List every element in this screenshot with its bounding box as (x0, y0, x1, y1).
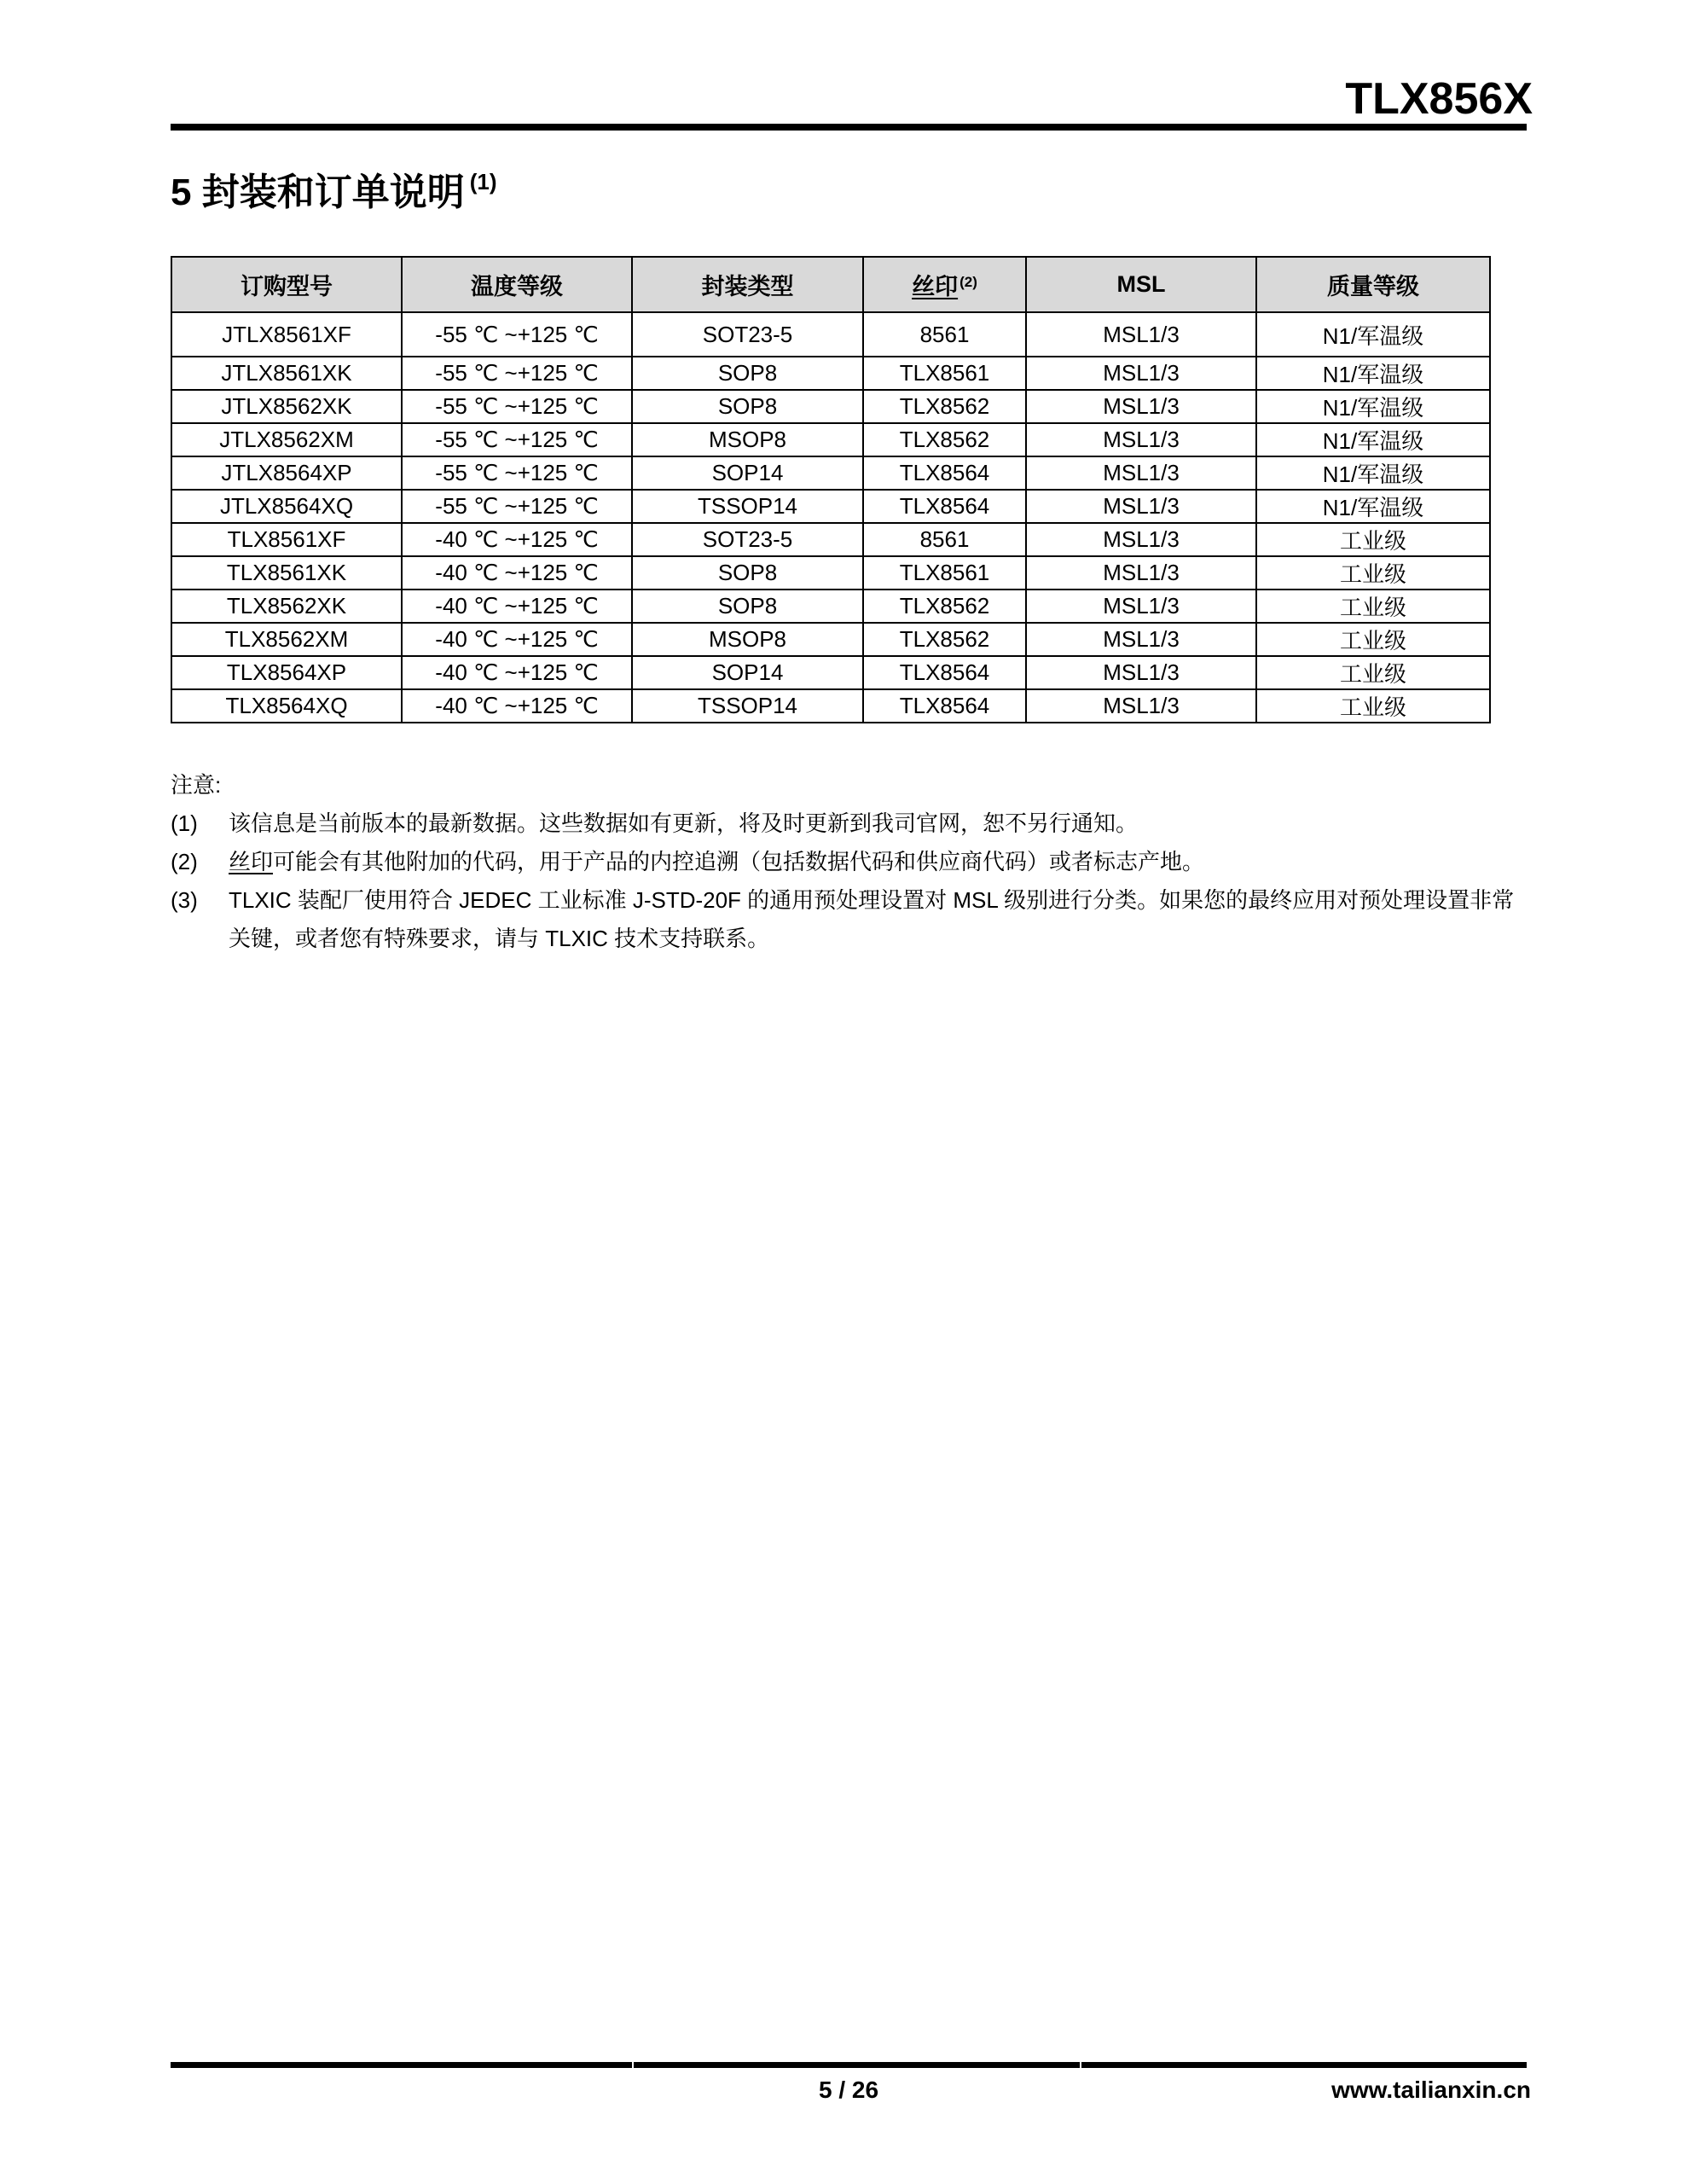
table-cell: SOP8 (632, 556, 863, 590)
header-cell-quality-grade (1256, 257, 1490, 312)
header-cell-marking (863, 257, 1026, 312)
table-cell: TLX8561XK (171, 556, 402, 590)
page-number: 5 / 26 (818, 2077, 879, 2103)
table-row (171, 423, 1490, 456)
table-cell: N1/军温级 (1256, 456, 1490, 490)
table-cell: TLX8561 (863, 556, 1026, 590)
note-number: (2) (171, 849, 198, 874)
doc-title: TLX856X (1345, 74, 1533, 124)
table-cell: MSOP8 (632, 623, 863, 656)
table-row (171, 590, 1490, 623)
section-title (171, 169, 497, 213)
ordering-info-table (171, 256, 1491, 723)
table-cell: JTLX8561XK (171, 357, 402, 390)
note-item-3 (171, 881, 1528, 958)
note-body-text: 可能会有其他附加的代码，用于产品的内控追溯（包括数据代码和供应商代码）或者标志产地。 (273, 849, 1205, 874)
section-title-superscript: (1) (469, 169, 497, 195)
section-title-text: 5 封装和订单说明 (171, 171, 465, 213)
table-cell: MSL1/3 (1026, 423, 1256, 456)
table-cell: TLX8564XQ (171, 689, 402, 723)
note-item-1 (171, 804, 1528, 843)
table-cell: JTLX8562XK (171, 390, 402, 423)
table-cell: TLX8564XP (171, 656, 402, 689)
website-link[interactable]: www.tailianxin.cn (1331, 2077, 1531, 2103)
table-cell: TLX8564 (863, 490, 1026, 523)
header-label: 质量等级 (1327, 274, 1419, 299)
table-cell: TLX8562 (863, 623, 1026, 656)
table-cell: 工业级 (1256, 623, 1490, 656)
footer-divider-segment (1081, 2062, 1527, 2068)
note-number: (1) (171, 810, 198, 836)
table-cell: SOP8 (632, 390, 863, 423)
table-cell: N1/军温级 (1256, 423, 1490, 456)
table-cell: 工业级 (1256, 689, 1490, 723)
header-cell-msl (1026, 257, 1256, 312)
table-cell: MSOP8 (632, 423, 863, 456)
table-row (171, 490, 1490, 523)
notes-label: 注意: (171, 772, 222, 798)
table-cell: MSL1/3 (1026, 456, 1256, 490)
table-cell: SOT23-5 (632, 523, 863, 556)
note-text (229, 843, 1528, 881)
table-cell: 8561 (863, 523, 1026, 556)
table-row (171, 456, 1490, 490)
header-label: 封装类型 (701, 274, 794, 299)
table-cell: JTLX8564XP (171, 456, 402, 490)
table-cell: SOT23-5 (632, 312, 863, 357)
table-row (171, 390, 1490, 423)
note-number: (3) (171, 887, 198, 913)
table-row (171, 656, 1490, 689)
table-row (171, 689, 1490, 723)
table-cell: SOP14 (632, 456, 863, 490)
note-body-text: 该信息是当前版本的最新数据。这些数据如有更新，将及时更新到我司官网，恕不另行通知。 (229, 810, 1139, 836)
table-cell: TSSOP14 (632, 490, 863, 523)
table-cell: 工业级 (1256, 523, 1490, 556)
header-superscript: (2) (959, 274, 977, 290)
table-cell: -40 ℃ ~+125 ℃ (402, 590, 632, 623)
table-cell: 工业级 (1256, 590, 1490, 623)
footer-divider (171, 2062, 1527, 2068)
table-row (171, 623, 1490, 656)
table-cell: -55 ℃ ~+125 ℃ (402, 390, 632, 423)
table-cell: JTLX8562XM (171, 423, 402, 456)
table-cell: -40 ℃ ~+125 ℃ (402, 523, 632, 556)
table-cell: JTLX8561XF (171, 312, 402, 357)
note-text (229, 881, 1528, 958)
table-cell: SOP8 (632, 590, 863, 623)
table-cell: N1/军温级 (1256, 312, 1490, 357)
table-cell: TLX8561 (863, 357, 1026, 390)
table-cell: MSL1/3 (1026, 656, 1256, 689)
header-label: 丝印 (912, 274, 959, 299)
table-cell: MSL1/3 (1026, 623, 1256, 656)
header-cell-order-model (171, 257, 402, 312)
table-cell: -55 ℃ ~+125 ℃ (402, 357, 632, 390)
table-cell: N1/军温级 (1256, 390, 1490, 423)
table-cell: -55 ℃ ~+125 ℃ (402, 423, 632, 456)
table-cell: MSL1/3 (1026, 523, 1256, 556)
table-cell: MSL1/3 (1026, 556, 1256, 590)
table-cell: MSL1/3 (1026, 390, 1256, 423)
table-row (171, 312, 1490, 357)
table-cell: 工业级 (1256, 656, 1490, 689)
table-cell: -40 ℃ ~+125 ℃ (402, 556, 632, 590)
table-row (171, 556, 1490, 590)
notes-section (171, 766, 1528, 958)
header-cell-package-type (632, 257, 863, 312)
table-cell: N1/军温级 (1256, 357, 1490, 390)
table-cell: SOP8 (632, 357, 863, 390)
order-table-body (171, 312, 1490, 723)
table-cell: JTLX8564XQ (171, 490, 402, 523)
table-cell: N1/军温级 (1256, 490, 1490, 523)
table-cell: 8561 (863, 312, 1026, 357)
table-cell: MSL1/3 (1026, 312, 1256, 357)
table-header-row (171, 257, 1490, 312)
table-cell: TLX8564 (863, 689, 1026, 723)
table-cell: -40 ℃ ~+125 ℃ (402, 689, 632, 723)
note-text (229, 804, 1528, 843)
note-underlined-text: 丝印 (229, 849, 274, 874)
table-cell: MSL1/3 (1026, 490, 1256, 523)
table-row (171, 357, 1490, 390)
table-cell: -55 ℃ ~+125 ℃ (402, 490, 632, 523)
table-cell: TLX8562XK (171, 590, 402, 623)
table-cell: TLX8564 (863, 456, 1026, 490)
table-cell: 工业级 (1256, 556, 1490, 590)
table-row (171, 523, 1490, 556)
table-cell: TSSOP14 (632, 689, 863, 723)
table-cell: TLX8562 (863, 390, 1026, 423)
table-cell: MSL1/3 (1026, 357, 1256, 390)
header-divider (171, 124, 1527, 131)
footer-divider-segment (634, 2062, 1080, 2068)
table-cell: MSL1/3 (1026, 689, 1256, 723)
table-cell: MSL1/3 (1026, 590, 1256, 623)
table-cell: TLX8561XF (171, 523, 402, 556)
footer-divider-segment (171, 2062, 632, 2068)
table-cell: -40 ℃ ~+125 ℃ (402, 656, 632, 689)
header-cell-temp-grade (402, 257, 632, 312)
table-cell: TLX8562 (863, 590, 1026, 623)
table-cell: TLX8562 (863, 423, 1026, 456)
table-cell: -55 ℃ ~+125 ℃ (402, 312, 632, 357)
table-cell: TLX8562XM (171, 623, 402, 656)
table-cell: TLX8564 (863, 656, 1026, 689)
header-label: MSL (1116, 271, 1166, 297)
header-label: 订购型号 (241, 274, 333, 299)
note-item-2 (171, 843, 1528, 881)
table-cell: -40 ℃ ~+125 ℃ (402, 623, 632, 656)
header-label: 温度等级 (471, 274, 563, 299)
table-cell: -55 ℃ ~+125 ℃ (402, 456, 632, 490)
table-cell: SOP14 (632, 656, 863, 689)
note-body-text: TLXIC 装配厂使用符合 JEDEC 工业标准 J-STD-20F 的通用预处理设置对 MSL 级别进行分类。如果您的最终应用对预处理设置非常关键，或者您有特殊要求，请与 TLXIC 技术支持联系。 (229, 887, 1515, 951)
